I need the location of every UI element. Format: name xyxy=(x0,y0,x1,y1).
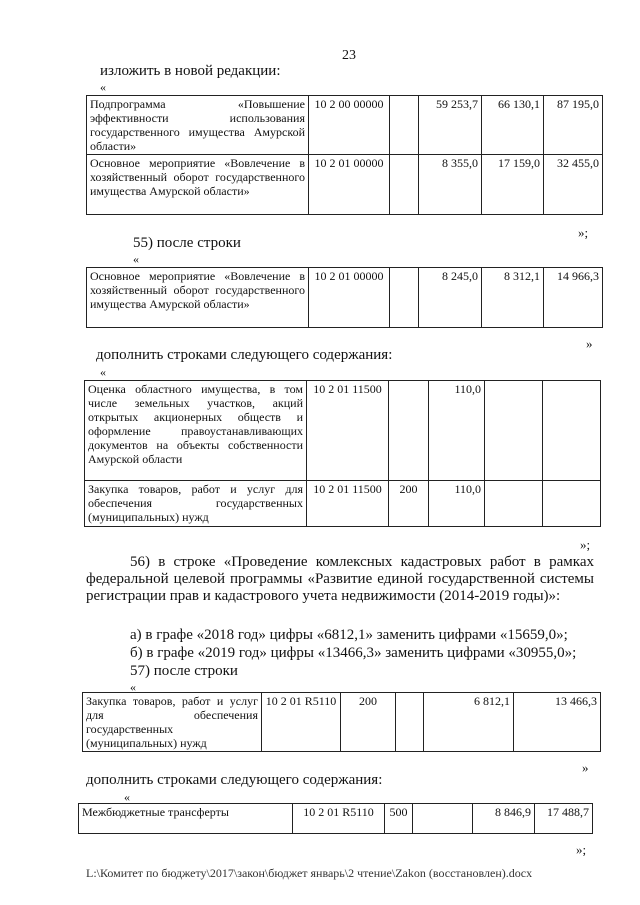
intro-text: изложить в новой редакции: xyxy=(100,63,281,79)
table-row xyxy=(87,155,603,215)
row-value-1: 110,0 xyxy=(429,381,485,481)
open-quote: « xyxy=(133,252,139,266)
row-value-3: 87 195,0 xyxy=(544,96,603,155)
row-type: 500 xyxy=(385,804,413,834)
row-value-2: 6 812,1 xyxy=(424,693,514,752)
open-quote: « xyxy=(124,790,130,804)
row-type xyxy=(390,155,419,215)
row-value-3: 14 966,3 xyxy=(544,268,603,328)
close-quote: »; xyxy=(576,842,587,857)
row-type xyxy=(390,268,419,328)
row-name: Закупка товаров, работ и услуг для обеспечения государственных (муниципальных) нужд xyxy=(83,693,262,752)
open-quote: « xyxy=(100,80,106,94)
row-type xyxy=(390,96,419,155)
row-value-3 xyxy=(543,381,601,481)
row-value-2: 17 159,0 xyxy=(482,155,544,215)
row-value-2 xyxy=(485,481,543,527)
item-56b: б) в графе «2019 год» цифры «13466,3» заменить цифрами «30955,0»; xyxy=(130,645,577,661)
row-value-2: 8 846,9 xyxy=(473,804,535,834)
table-1 xyxy=(86,95,603,215)
row-value-3 xyxy=(543,481,601,527)
row-name: Основное мероприятие «Вовлечение в хозяйственный оборот государственного имущества Амурской области» xyxy=(87,268,309,328)
row-name: Оценка областного имущества, в том числе земельных участков, акций открытых акционерных обществ и оформление правоустанавливающих документов на объекты собственности Амурской области xyxy=(85,381,307,481)
table-row xyxy=(79,804,593,834)
footer-file-path: L:\Комитет по бюджету\2017\закон\бюджет январь\2 чтение\Zakon (восстановлен).docx xyxy=(86,866,533,880)
row-code: 10 2 00 00000 xyxy=(309,96,390,155)
row-code: 10 2 01 R5110 xyxy=(293,804,385,834)
row-code: 10 2 01 00000 xyxy=(309,268,390,328)
row-name: Закупка товаров, работ и услуг для обеспечения государственных (муниципальных) нужд xyxy=(85,481,307,527)
table-4 xyxy=(82,692,601,752)
row-value-2: 8 312,1 xyxy=(482,268,544,328)
open-quote: « xyxy=(100,365,106,379)
row-value-1 xyxy=(396,693,424,752)
close-quote: »; xyxy=(578,225,589,240)
row-value-3: 32 455,0 xyxy=(544,155,603,215)
row-value-1: 110,0 xyxy=(429,481,485,527)
page-number: 23 xyxy=(342,48,356,63)
table-row xyxy=(87,268,603,328)
row-name: Межбюджетные трансферты xyxy=(79,804,293,834)
supplement-text: дополнить строками следующего содержания: xyxy=(86,772,383,788)
row-value-2 xyxy=(485,381,543,481)
table-3 xyxy=(84,380,601,527)
close-quote: » xyxy=(586,336,593,351)
table-5 xyxy=(78,803,593,834)
item-56a: а) в графе «2018 год» цифры «6812,1» заменить цифрами «15659,0»; xyxy=(130,627,568,643)
close-quote: » xyxy=(582,760,589,775)
item-56: 56) в строке «Проведение комлексных кадастровых работ в рамках федеральной целевой программы «Развитие единой государственной системы регистрации прав и кадастрового учета недвижимости (2014-2019 годы)»: xyxy=(86,554,594,604)
supplement-text: дополнить строками следующего содержания: xyxy=(96,347,393,363)
close-quote: »; xyxy=(580,537,591,552)
row-name: Основное мероприятие «Вовлечение в хозяйственный оборот государственного имущества Амурской области» xyxy=(87,155,309,215)
row-code: 10 2 01 11500 xyxy=(307,381,389,481)
open-quote: « xyxy=(130,680,136,694)
table-row xyxy=(83,693,601,752)
table-row xyxy=(87,96,603,155)
row-value-2: 66 130,1 xyxy=(482,96,544,155)
row-value-1: 8 355,0 xyxy=(419,155,482,215)
row-value-3: 13 466,3 xyxy=(514,693,601,752)
table-row xyxy=(85,381,601,481)
row-name: Подпрограмма «Повышение эффективности использования государственного имущества Амурской области» xyxy=(87,96,309,155)
item-55: 55) после строки xyxy=(133,235,241,251)
table-row xyxy=(85,481,601,527)
row-value-1: 59 253,7 xyxy=(419,96,482,155)
row-type xyxy=(389,381,429,481)
row-code: 10 2 01 11500 xyxy=(307,481,389,527)
row-value-3: 17 488,7 xyxy=(535,804,593,834)
row-value-1 xyxy=(413,804,473,834)
item-57: 57) после строки xyxy=(130,663,238,679)
row-type: 200 xyxy=(341,693,396,752)
row-type: 200 xyxy=(389,481,429,527)
row-code: 10 2 01 00000 xyxy=(309,155,390,215)
table-2 xyxy=(86,267,603,328)
row-value-1: 8 245,0 xyxy=(419,268,482,328)
row-code: 10 2 01 R5110 xyxy=(262,693,341,752)
